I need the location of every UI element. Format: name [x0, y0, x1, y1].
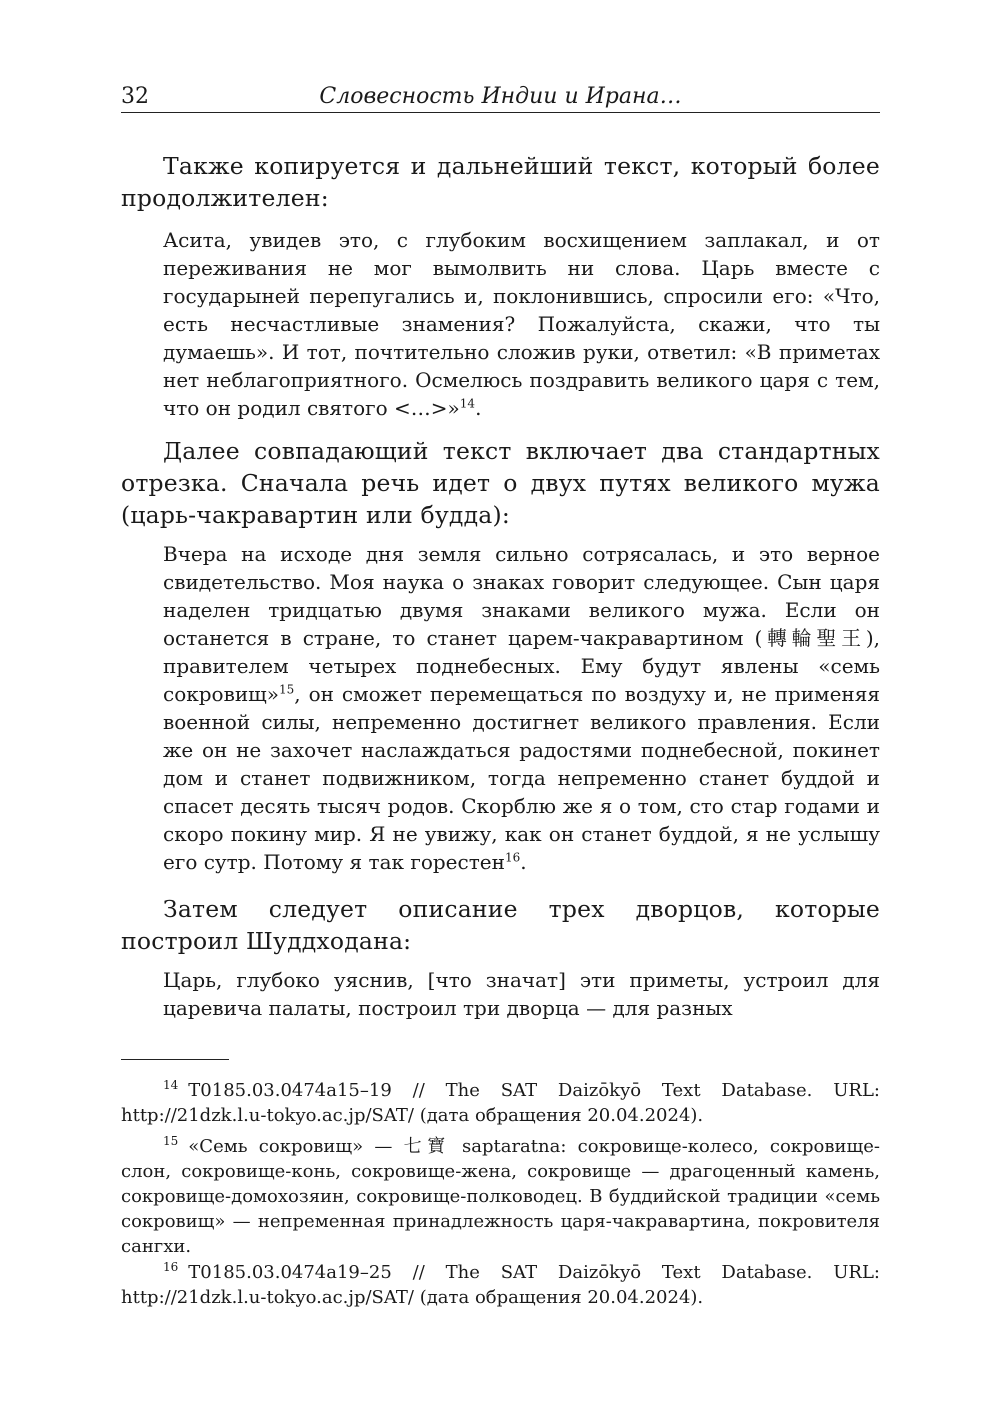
page-number: 32 — [121, 84, 149, 109]
paragraph-2: Далее совпадающий текст включает два стандартных отрезка. Сначала речь идет о двух путях великого мужа (царь-чакравартин или будда): — [121, 437, 880, 529]
footnote-text: T0185.03.0474a15–19 // The SAT Daizōkyō Text Database. URL: http://21dzk.l.u-tokyo.ac.jp/SAT/ (дата обращения 20.04.2024). — [121, 1080, 880, 1126]
quote-prophecy-end: . — [520, 850, 527, 874]
quote-asita-text: Асита, увидев это, с глубоким восхищением заплакал, и от переживания не мог вымолвить ни слова. Царь вместе с государыней перепугались и, поклонившись, спросили его: «Что, есть несчастливые знамения? Пожалуйста, скажи, что ты думаешь». И тот, почтительно сложив руки, ответил: «В приметах нет неблагоприятного. Осмелюсь поздравить великого царя с тем, что он родил святого <…>» — [163, 228, 880, 420]
footnote-14 — [121, 1078, 880, 1128]
quote-palaces: Царь, глубоко уяснив, [что значат] эти приметы, устроил для царевича палаты, построил три дворца — для разных — [163, 968, 880, 1020]
footnote-16 — [121, 1260, 880, 1310]
footnote-mark: 15 — [163, 1134, 179, 1148]
footnote-mark: 14 — [163, 1078, 179, 1092]
footnote-ref-14[interactable]: 14 — [459, 396, 476, 411]
quote-asita-end: . — [475, 396, 482, 420]
paragraph-3: Затем следует описание трех дворцов, которые построил Шуддходана: — [121, 895, 880, 955]
footnote-15 — [121, 1134, 880, 1259]
footnote-text: «Семь сокровищ» — 七寶 saptaratna: сокровище-колесо, сокровище-слон, сокровище-конь, сокровище-жена, сокровище — драгоценный камень, сокровище-домохозяин, сокровище-полководец. В буддийской традиции «семь сокровищ» — непременная принадлежность царя-чакравартина, покровителя сангхи. — [121, 1136, 880, 1257]
quote-prophecy-text-a: Вчера на исходе дня земля сильно сотрясалась, и это верное свидетельство. Моя наука о знаках говорит следующее. Сын царя наделен тридцатью двумя знаками великого мужа. Если он останется в стране, то станет царем-чакравартином (轉輪聖王), правителем четырех поднебесных. Ему будут явлены «семь сокровищ» — [163, 542, 880, 706]
quote-asita — [163, 226, 880, 422]
footnote-ref-15[interactable]: 15 — [279, 682, 295, 697]
footnote-text: T0185.03.0474a19–25 // The SAT Daizōkyō Text Database. URL: http://21dzk.l.u-tokyo.ac.jp/SAT/ (дата обращения 20.04.2024). — [121, 1262, 880, 1308]
running-title: Словесность Индии и Ирана… — [319, 84, 682, 109]
quote-prophecy — [163, 540, 880, 876]
footnote-ref-16[interactable]: 16 — [504, 850, 521, 865]
footnote-mark: 16 — [163, 1260, 179, 1274]
footnote-divider — [121, 1059, 229, 1060]
paragraph-1: Также копируется и дальнейший текст, который более продолжителен: — [121, 152, 880, 212]
running-head — [121, 84, 880, 113]
quote-prophecy-text-b: , он сможет перемещаться по воздуху и, не применяя военной силы, непременно достигнет великого правления. Если же он не захочет наслаждаться радостями поднебесной, покинет дом и станет подвижником, тогда непременно станет буддой и спасет десять тысяч родов. Скорблю же я о том, сто стар годами и скоро покину мир. Я не увижу, как он станет буддой, я не услышу его сутр. Потому я так горестен — [163, 682, 880, 874]
